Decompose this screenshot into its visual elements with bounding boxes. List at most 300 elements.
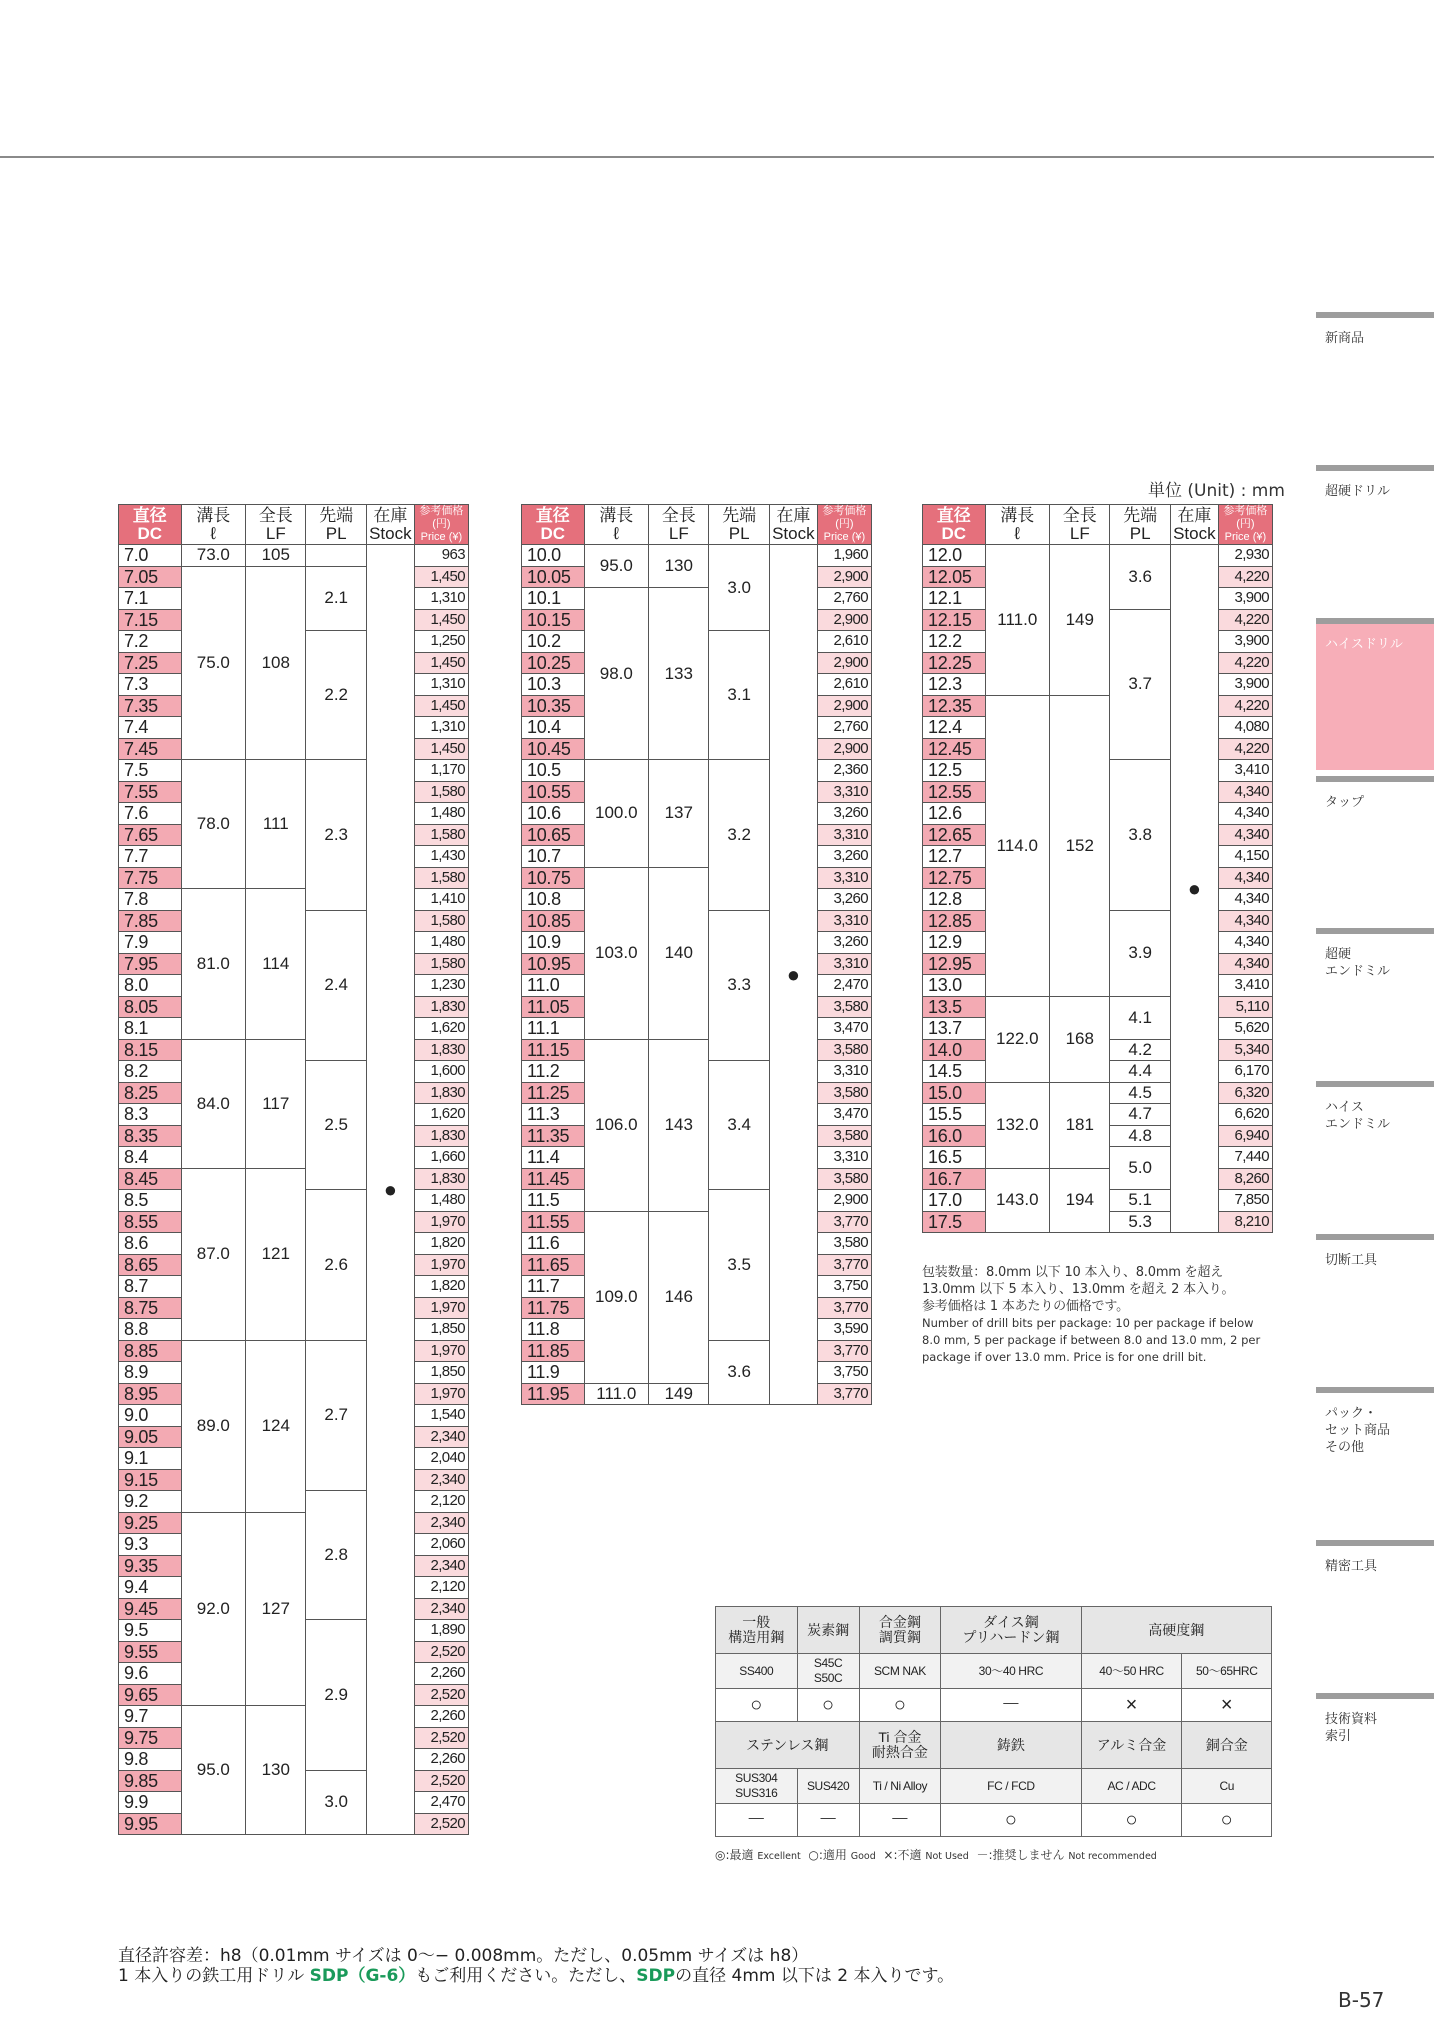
header-pr: 参考価格(円) Price (¥) xyxy=(414,505,468,545)
side-tab-4[interactable]: 超硬 エンドミル xyxy=(1316,928,1434,1072)
diameter-cell: 12.4 xyxy=(923,717,986,739)
price-cell: 2,120 xyxy=(414,1491,468,1513)
price-cell: 1,970 xyxy=(414,1297,468,1319)
diameter-cell: 11.25 xyxy=(522,1082,585,1104)
diameter-cell: 12.15 xyxy=(923,609,986,631)
header-l: 溝長 ℓ xyxy=(584,505,649,545)
price-cell: 2,900 xyxy=(817,566,871,588)
diameter-cell: 7.55 xyxy=(119,781,182,803)
flute-length-cell: 103.0 xyxy=(584,867,649,1039)
overall-length-cell: 105 xyxy=(246,545,306,567)
price-cell: 2,260 xyxy=(414,1706,468,1728)
overall-length-cell: 124 xyxy=(246,1340,306,1512)
price-cell: 3,580 xyxy=(817,996,871,1018)
price-cell: 3,580 xyxy=(817,1233,871,1255)
price-cell: 4,340 xyxy=(1218,803,1272,825)
overall-length-cell: 121 xyxy=(246,1168,306,1340)
diameter-cell: 8.55 xyxy=(119,1211,182,1233)
side-tab-2[interactable]: ハイスドリル xyxy=(1316,618,1434,770)
header-pr: 参考価格(円) Price (¥) xyxy=(817,505,871,545)
price-cell: 1,480 xyxy=(414,1190,468,1212)
price-cell: 3,770 xyxy=(817,1297,871,1319)
diameter-cell: 7.0 xyxy=(119,545,182,567)
suitability-mark: ○ xyxy=(941,1804,1081,1837)
price-cell: 2,120 xyxy=(414,1577,468,1599)
side-tab-7[interactable]: パック・ セット商品 その他 xyxy=(1316,1387,1434,1531)
diameter-cell: 10.0 xyxy=(522,545,585,567)
diameter-cell: 9.75 xyxy=(119,1727,182,1749)
diameter-cell: 12.3 xyxy=(923,674,986,696)
price-cell: 1,830 xyxy=(414,1168,468,1190)
table-row xyxy=(119,1512,469,1534)
header-dc: 直径 DC xyxy=(923,505,986,545)
diameter-cell: 11.7 xyxy=(522,1276,585,1298)
diameter-cell: 8.85 xyxy=(119,1340,182,1362)
material-header: 炭素鋼 xyxy=(797,1607,859,1654)
diameter-cell: 13.7 xyxy=(923,1018,986,1040)
price-cell: 1,970 xyxy=(414,1383,468,1405)
price-cell: 4,340 xyxy=(1218,910,1272,932)
table-row xyxy=(923,695,1273,717)
diameter-cell: 10.25 xyxy=(522,652,585,674)
legend-excellent-en: Excellent xyxy=(757,1851,801,1862)
price-cell: 1,660 xyxy=(414,1147,468,1169)
diameter-cell: 7.75 xyxy=(119,867,182,889)
diameter-cell: 12.65 xyxy=(923,824,986,846)
suitability-mark: － xyxy=(797,1804,859,1837)
price-cell: 1,480 xyxy=(414,803,468,825)
price-cell: 1,820 xyxy=(414,1233,468,1255)
price-cell: 2,520 xyxy=(414,1813,468,1835)
header-dc: 直径 DC xyxy=(522,505,585,545)
price-cell: 4,080 xyxy=(1218,717,1272,739)
flute-length-cell: 106.0 xyxy=(584,1039,649,1211)
table-row xyxy=(522,867,872,889)
legend-not-used-en: Not Used xyxy=(925,1851,969,1862)
price-cell: 2,520 xyxy=(414,1684,468,1706)
diameter-cell: 9.95 xyxy=(119,1813,182,1835)
table-row xyxy=(119,1168,469,1190)
price-cell: 1,970 xyxy=(414,1340,468,1362)
diameter-cell: 7.5 xyxy=(119,760,182,782)
header-st: 在庫 Stock xyxy=(1170,505,1218,545)
point-length-cell: 3.0 xyxy=(306,1770,366,1835)
overall-length-cell: 181 xyxy=(1050,1082,1110,1168)
price-cell: 1,970 xyxy=(414,1254,468,1276)
price-cell: 1,250 xyxy=(414,631,468,653)
diameter-cell: 9.55 xyxy=(119,1641,182,1663)
diameter-cell: 12.75 xyxy=(923,867,986,889)
flute-length-cell: 109.0 xyxy=(584,1211,649,1383)
header-st: 在庫 Stock xyxy=(366,505,414,545)
table-row xyxy=(119,760,469,782)
material-header: ステンレス鋼 xyxy=(716,1722,860,1769)
flute-length-cell: 111.0 xyxy=(584,1383,649,1405)
overall-length-cell: 130 xyxy=(649,545,709,588)
price-cell: 963 xyxy=(414,545,468,567)
price-cell: 7,440 xyxy=(1218,1147,1272,1169)
overall-length-cell: 152 xyxy=(1050,695,1110,996)
point-length-cell: 2.1 xyxy=(306,566,366,631)
footer-tolerance: 直径許容差：h8（0.01mm サイズは 0～− 0.008mm。ただし、0.05mm サイズは h8） xyxy=(118,1946,809,1966)
price-cell: 1,310 xyxy=(414,588,468,610)
point-length-cell: 2.2 xyxy=(306,631,366,760)
overall-length-cell: 114 xyxy=(246,889,306,1040)
diameter-cell: 11.75 xyxy=(522,1297,585,1319)
point-length-cell: 4.2 xyxy=(1110,1039,1170,1061)
drill-table-3 xyxy=(922,504,1273,1233)
price-cell: 2,340 xyxy=(414,1426,468,1448)
legend-good: ○:適用 xyxy=(808,1848,847,1862)
legend-not-recommended: －:推奨しません xyxy=(976,1848,1065,1862)
diameter-cell: 9.15 xyxy=(119,1469,182,1491)
price-cell: 2,930 xyxy=(1218,545,1272,567)
price-cell: 3,310 xyxy=(817,1147,871,1169)
diameter-cell: 16.0 xyxy=(923,1125,986,1147)
price-cell: 1,310 xyxy=(414,717,468,739)
diameter-cell: 9.5 xyxy=(119,1620,182,1642)
diameter-cell: 8.65 xyxy=(119,1254,182,1276)
diameter-cell: 8.75 xyxy=(119,1297,182,1319)
price-cell: 3,410 xyxy=(1218,760,1272,782)
price-cell: 3,580 xyxy=(817,1125,871,1147)
diameter-cell: 12.85 xyxy=(923,910,986,932)
diameter-cell: 10.6 xyxy=(522,803,585,825)
point-length-cell: 3.3 xyxy=(709,910,769,1061)
overall-length-cell: 149 xyxy=(649,1383,709,1405)
side-tab-1[interactable]: 超硬ドリル xyxy=(1316,465,1434,609)
diameter-cell: 15.0 xyxy=(923,1082,986,1104)
price-cell: 3,900 xyxy=(1218,588,1272,610)
diameter-cell: 11.2 xyxy=(522,1061,585,1083)
point-length-cell: 5.0 xyxy=(1110,1147,1170,1190)
point-length-cell: 3.0 xyxy=(709,545,769,631)
diameter-cell: 10.65 xyxy=(522,824,585,846)
header-lf: 全長 LF xyxy=(246,505,306,545)
diameter-cell: 11.15 xyxy=(522,1039,585,1061)
point-length-cell: 3.2 xyxy=(709,760,769,911)
price-cell: 6,940 xyxy=(1218,1125,1272,1147)
diameter-cell: 12.9 xyxy=(923,932,986,954)
point-length-cell: 4.7 xyxy=(1110,1104,1170,1126)
price-cell: 1,310 xyxy=(414,674,468,696)
price-cell: 2,470 xyxy=(414,1792,468,1814)
table-row xyxy=(522,545,872,567)
diameter-cell: 7.2 xyxy=(119,631,182,653)
header-pr: 参考価格(円) Price (¥) xyxy=(1218,505,1272,545)
legend-good-en: Good xyxy=(850,1851,876,1862)
diameter-cell: 10.55 xyxy=(522,781,585,803)
table-row xyxy=(522,1211,872,1233)
drill-table-2 xyxy=(521,504,872,1405)
price-cell: 1,970 xyxy=(414,1211,468,1233)
material-header: 鋳鉄 xyxy=(941,1722,1081,1769)
overall-length-cell: 140 xyxy=(649,867,709,1039)
diameter-cell: 10.85 xyxy=(522,910,585,932)
table-row xyxy=(923,996,1273,1018)
point-length-cell: 4.8 xyxy=(1110,1125,1170,1147)
diameter-cell: 8.0 xyxy=(119,975,182,997)
diameter-cell: 8.1 xyxy=(119,1018,182,1040)
point-length-cell: 2.8 xyxy=(306,1491,366,1620)
diameter-cell: 10.95 xyxy=(522,953,585,975)
overall-length-cell: 137 xyxy=(649,760,709,868)
diameter-cell: 11.4 xyxy=(522,1147,585,1169)
diameter-cell: 12.7 xyxy=(923,846,986,868)
price-cell: 1,450 xyxy=(414,609,468,631)
diameter-cell: 11.95 xyxy=(522,1383,585,1405)
material-grade: SUS420 xyxy=(797,1769,859,1804)
material-header: Ti 合金 耐熱合金 xyxy=(859,1722,941,1769)
diameter-cell: 9.1 xyxy=(119,1448,182,1470)
diameter-cell: 8.4 xyxy=(119,1147,182,1169)
header-pl: 先端 PL xyxy=(306,505,366,545)
overall-length-cell: 130 xyxy=(246,1706,306,1835)
price-cell: 2,900 xyxy=(817,1190,871,1212)
note-jp-3: 参考価格は 1 本あたりの価格です。 xyxy=(922,1299,1129,1314)
diameter-cell: 12.95 xyxy=(923,953,986,975)
price-cell: 1,540 xyxy=(414,1405,468,1427)
diameter-cell: 8.95 xyxy=(119,1383,182,1405)
diameter-cell: 16.7 xyxy=(923,1168,986,1190)
diameter-cell: 12.8 xyxy=(923,889,986,911)
price-cell: 3,750 xyxy=(817,1362,871,1384)
note-jp-2: 13.0mm 以下 5 本入り、13.0mm を超え 2 本入り。 xyxy=(922,1282,1235,1297)
diameter-cell: 9.85 xyxy=(119,1770,182,1792)
flute-length-cell: 87.0 xyxy=(181,1168,246,1340)
price-cell: 1,580 xyxy=(414,910,468,932)
price-cell: 2,260 xyxy=(414,1749,468,1771)
diameter-cell: 8.15 xyxy=(119,1039,182,1061)
diameter-cell: 9.05 xyxy=(119,1426,182,1448)
material-grade: 40～50 HRC xyxy=(1081,1654,1182,1689)
point-length-cell: 3.1 xyxy=(709,631,769,760)
price-cell: 2,360 xyxy=(817,760,871,782)
diameter-cell: 9.35 xyxy=(119,1555,182,1577)
price-cell: 3,260 xyxy=(817,889,871,911)
overall-length-cell: 108 xyxy=(246,566,306,760)
price-cell: 2,610 xyxy=(817,674,871,696)
footer-sdp-note: 1 本入りの鉄工用ドリル SDP（G-6）もご利用ください。ただし、SDPの直径 4mm 以下は 2 本入りです。 xyxy=(118,1966,955,1986)
price-cell: 2,900 xyxy=(817,738,871,760)
point-length-cell: 3.4 xyxy=(709,1061,769,1190)
diameter-cell: 8.45 xyxy=(119,1168,182,1190)
price-cell: 3,770 xyxy=(817,1383,871,1405)
price-cell: 5,620 xyxy=(1218,1018,1272,1040)
flute-length-cell: 81.0 xyxy=(181,889,246,1040)
material-header: 高硬度鋼 xyxy=(1081,1607,1271,1654)
flute-length-cell: 89.0 xyxy=(181,1340,246,1512)
stock-mark: ● xyxy=(1170,545,1218,1233)
price-cell: 5,110 xyxy=(1218,996,1272,1018)
table-row xyxy=(522,1039,872,1061)
diameter-cell: 12.45 xyxy=(923,738,986,760)
table-row xyxy=(522,1383,872,1405)
header-lf: 全長 LF xyxy=(1050,505,1110,545)
diameter-cell: 8.9 xyxy=(119,1362,182,1384)
diameter-cell: 14.5 xyxy=(923,1061,986,1083)
price-cell: 3,410 xyxy=(1218,975,1272,997)
diameter-cell: 7.1 xyxy=(119,588,182,610)
diameter-cell: 12.0 xyxy=(923,545,986,567)
diameter-cell: 9.3 xyxy=(119,1534,182,1556)
price-cell: 7,850 xyxy=(1218,1190,1272,1212)
diameter-cell: 7.45 xyxy=(119,738,182,760)
diameter-cell: 10.75 xyxy=(522,867,585,889)
side-tab-0[interactable]: 新商品 xyxy=(1316,312,1434,456)
point-length-cell: 2.4 xyxy=(306,910,366,1061)
flute-length-cell: 122.0 xyxy=(985,996,1050,1082)
suitability-mark: － xyxy=(716,1804,798,1837)
material-grade: 30～40 HRC xyxy=(941,1654,1081,1689)
material-table xyxy=(715,1606,1272,1837)
legend xyxy=(715,1846,1157,1863)
price-cell: 3,580 xyxy=(817,1082,871,1104)
diameter-cell: 11.5 xyxy=(522,1190,585,1212)
diameter-cell: 12.2 xyxy=(923,631,986,653)
diameter-cell: 8.2 xyxy=(119,1061,182,1083)
diameter-cell: 11.45 xyxy=(522,1168,585,1190)
diameter-cell: 9.2 xyxy=(119,1491,182,1513)
price-cell: 6,170 xyxy=(1218,1061,1272,1083)
suitability-mark: ○ xyxy=(797,1689,859,1722)
overall-length-cell: 133 xyxy=(649,588,709,760)
price-cell: 3,310 xyxy=(817,1061,871,1083)
overall-length-cell: 146 xyxy=(649,1211,709,1383)
diameter-cell: 11.0 xyxy=(522,975,585,997)
diameter-cell: 8.05 xyxy=(119,996,182,1018)
diameter-cell: 10.2 xyxy=(522,631,585,653)
diameter-cell: 12.6 xyxy=(923,803,986,825)
note-en: Number of drill bits per package: 10 per package if below 8.0 mm, 5 per package if between 8.0 and 13.0 mm, 2 per package if over 13.0 mm. Price is for one drill bit. xyxy=(922,1316,1261,1364)
flute-length-cell: 78.0 xyxy=(181,760,246,889)
material-grade: 50～65HRC xyxy=(1182,1654,1272,1689)
diameter-cell: 10.05 xyxy=(522,566,585,588)
material-grade: SS400 xyxy=(716,1654,798,1689)
diameter-cell: 16.5 xyxy=(923,1147,986,1169)
flute-length-cell: 132.0 xyxy=(985,1082,1050,1168)
price-cell: 2,900 xyxy=(817,695,871,717)
diameter-cell: 8.6 xyxy=(119,1233,182,1255)
material-grade: Ti / Ni Alloy xyxy=(859,1769,941,1804)
diameter-cell: 11.05 xyxy=(522,996,585,1018)
diameter-cell: 11.65 xyxy=(522,1254,585,1276)
material-grade: S45C S50C xyxy=(797,1654,859,1689)
diameter-cell: 7.4 xyxy=(119,717,182,739)
diameter-cell: 10.45 xyxy=(522,738,585,760)
diameter-cell: 8.5 xyxy=(119,1190,182,1212)
diameter-cell: 9.4 xyxy=(119,1577,182,1599)
point-length-cell: 3.6 xyxy=(709,1340,769,1405)
side-tab-9[interactable]: 技術資料 索引 xyxy=(1316,1693,1434,1837)
diameter-cell: 11.9 xyxy=(522,1362,585,1384)
price-cell: 3,470 xyxy=(817,1104,871,1126)
overall-length-cell: 149 xyxy=(1050,545,1110,696)
table-row xyxy=(119,889,469,911)
table-row xyxy=(119,545,469,567)
price-cell: 6,320 xyxy=(1218,1082,1272,1104)
header-l: 溝長 ℓ xyxy=(985,505,1050,545)
diameter-cell: 10.1 xyxy=(522,588,585,610)
side-tab-5[interactable]: ハイス エンドミル xyxy=(1316,1081,1434,1225)
price-cell: 4,340 xyxy=(1218,932,1272,954)
point-length-cell: 4.4 xyxy=(1110,1061,1170,1083)
diameter-cell: 7.25 xyxy=(119,652,182,674)
diameter-cell: 8.25 xyxy=(119,1082,182,1104)
price-cell: 3,310 xyxy=(817,781,871,803)
diameter-cell: 13.5 xyxy=(923,996,986,1018)
overall-length-cell: 143 xyxy=(649,1039,709,1211)
price-cell: 1,580 xyxy=(414,824,468,846)
price-cell: 3,900 xyxy=(1218,631,1272,653)
diameter-cell: 7.95 xyxy=(119,953,182,975)
header-l: 溝長 ℓ xyxy=(181,505,246,545)
price-cell: 4,220 xyxy=(1218,738,1272,760)
price-cell: 1,580 xyxy=(414,953,468,975)
diameter-cell: 8.7 xyxy=(119,1276,182,1298)
price-cell: 3,750 xyxy=(817,1276,871,1298)
flute-length-cell: 114.0 xyxy=(985,695,1050,996)
diameter-cell: 7.35 xyxy=(119,695,182,717)
flute-length-cell: 95.0 xyxy=(181,1706,246,1835)
flute-length-cell: 111.0 xyxy=(985,545,1050,696)
price-cell: 4,340 xyxy=(1218,867,1272,889)
page-number: B-57 xyxy=(1338,1988,1385,2012)
price-cell: 2,520 xyxy=(414,1727,468,1749)
side-tab-3[interactable]: タップ xyxy=(1316,776,1434,920)
price-cell: 2,040 xyxy=(414,1448,468,1470)
price-cell: 1,850 xyxy=(414,1319,468,1341)
price-cell: 4,220 xyxy=(1218,609,1272,631)
price-cell: 1,830 xyxy=(414,996,468,1018)
point-length-cell: 5.1 xyxy=(1110,1190,1170,1212)
price-cell: 4,340 xyxy=(1218,781,1272,803)
suitability-mark: × xyxy=(1182,1689,1272,1722)
price-cell: 3,310 xyxy=(817,867,871,889)
diameter-cell: 9.6 xyxy=(119,1663,182,1685)
diameter-cell: 10.15 xyxy=(522,609,585,631)
diameter-cell: 12.25 xyxy=(923,652,986,674)
price-cell: 1,580 xyxy=(414,781,468,803)
price-cell: 1,820 xyxy=(414,1276,468,1298)
material-header: アルミ合金 xyxy=(1081,1722,1182,1769)
side-tab-6[interactable]: 切断工具 xyxy=(1316,1234,1434,1378)
side-tab-8[interactable]: 精密工具 xyxy=(1316,1540,1434,1684)
table-row xyxy=(119,1039,469,1061)
diameter-cell: 10.5 xyxy=(522,760,585,782)
price-cell: 2,260 xyxy=(414,1663,468,1685)
flute-length-cell: 143.0 xyxy=(985,1168,1050,1233)
point-length-cell: 5.3 xyxy=(1110,1211,1170,1233)
table-row xyxy=(119,566,469,588)
diameter-cell: 11.1 xyxy=(522,1018,585,1040)
price-cell: 3,590 xyxy=(817,1319,871,1341)
diameter-cell: 8.8 xyxy=(119,1319,182,1341)
diameter-cell: 7.7 xyxy=(119,846,182,868)
diameter-cell: 8.35 xyxy=(119,1125,182,1147)
flute-length-cell: 73.0 xyxy=(181,545,246,567)
table-row xyxy=(119,1706,469,1728)
note-jp-1: 包装数量：8.0mm 以下 10 本入り、8.0mm を超え xyxy=(922,1265,1224,1280)
price-cell: 2,900 xyxy=(817,609,871,631)
price-cell: 1,430 xyxy=(414,846,468,868)
overall-length-cell: 168 xyxy=(1050,996,1110,1082)
diameter-cell: 17.0 xyxy=(923,1190,986,1212)
diameter-cell: 7.8 xyxy=(119,889,182,911)
unit-label: 単位 (Unit) : mm xyxy=(1148,481,1285,501)
price-cell: 1,830 xyxy=(414,1039,468,1061)
diameter-cell: 12.55 xyxy=(923,781,986,803)
